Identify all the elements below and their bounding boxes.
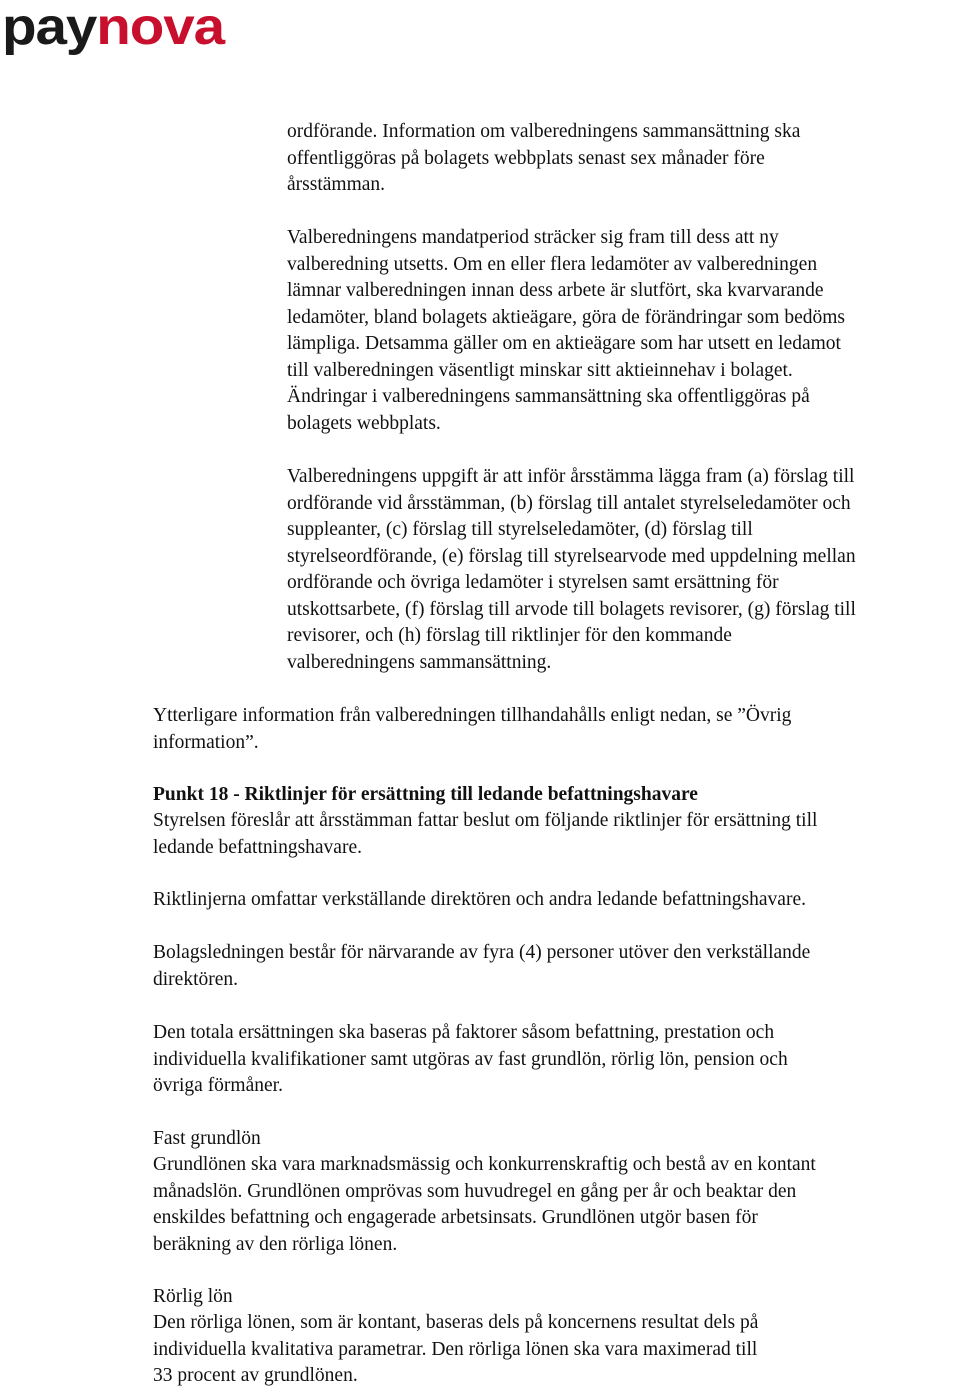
- paragraph-valberedning-uppgift: Valberedningens uppgift är att inför årsstämma lägga fram (a) förslag till ordförande vid årsstämman, (b) förslag till antalet styrelseledamöter och suppleanter, (c) förslag till styrelseledamöter, (d) förslag till styrelseordförande, (e) förslag till styrelsearvode med uppdelning mellan ordförande och övriga ledamöter i styrelsen samt ersättning för utskottsarbete, (f) förslag till arvode till bolagets revisorer, (g) förslag till revisorer, och (h) förslag till riktlinjer för den kommande valberedningens sammansättning.: [287, 466, 856, 673]
- paragraph-riktlinjer-omfattning: Riktlinjerna omfattar verkställande direktören och andra ledande befattningshavare.: [153, 889, 806, 910]
- subheading-rorlig-lon: Rörlig lön: [153, 1286, 233, 1307]
- subheading-fast-grundlon: Fast grundlön: [153, 1128, 261, 1149]
- paragraph-valberedning-publicering: ordförande. Information om valberedningens sammansättning ska offentliggöras på bolagets webbplats senast sex månader före årsstämman.: [287, 121, 801, 195]
- paragraph-styrelsen-forslag: Styrelsen föreslår att årsstämman fattar beslut om följande riktlinjer för ersättning till ledande befattningshavare.: [153, 810, 818, 858]
- logo-text-pay: pay: [2, 4, 89, 56]
- paragraph-bolagsledningen: Bolagsledningen består för närvarande av fyra (4) personer utöver den verkställande direktören.: [153, 942, 811, 990]
- paragraph-total-ersattning: Den totala ersättningen ska baseras på faktorer såsom befattning, prestation och individuella kvalifikationer samt utgöras av fast grundlön, rörlig lön, pension och övriga förmåner.: [153, 1022, 788, 1096]
- svg-text:paynova: [2, 4, 226, 56]
- paragraph-fast-grundlon: Grundlönen ska vara marknadsmässig och konkurrenskraftig och bestå av en kontant månadslön. Grundlönen omprövas som huvudregel en gång per år och beaktar den enskildes befattning och engagerade arbetsinsats. Grundlönen utgör basen för beräkning av den rörliga lönen.: [153, 1154, 816, 1255]
- paragraph-ytterligare-information: Ytterligare information från valberedningen tillhandahålls enligt nedan, se ”Övrig information”.: [153, 705, 792, 753]
- section-heading-punkt-18: Punkt 18 - Riktlinjer för ersättning till ledande befattningshavare: [153, 784, 698, 805]
- paragraph-rorlig-lon: Den rörliga lönen, som är kontant, baseras dels på koncernens resultat dels på individuella kvalitativa parametrar. Den rörliga lönen ska vara maximerad till 33 procent av grundlönen.: [153, 1312, 759, 1386]
- logo-text-nova: nova: [96, 4, 214, 56]
- paragraph-mandatperiod: Valberedningens mandatperiod sträcker sig fram till dess att ny valberedning utsetts. Om en eller flera ledamöter av valberedningen lämnar valberedningen innan dess arbete är slutfört, ska kvarvarande ledamöter, bland bolagets aktieägare, göra de förändringar som bedöms lämpliga. Detsamma gäller om en aktieägare som har utsett en ledamot till valberedningen väsentligt minskar sitt aktieinnehav i bolaget. Ändringar i valberedningens sammansättning ska offentliggöras på bolagets webbplats.: [287, 227, 846, 434]
- paynova-logo: [2, 4, 227, 56]
